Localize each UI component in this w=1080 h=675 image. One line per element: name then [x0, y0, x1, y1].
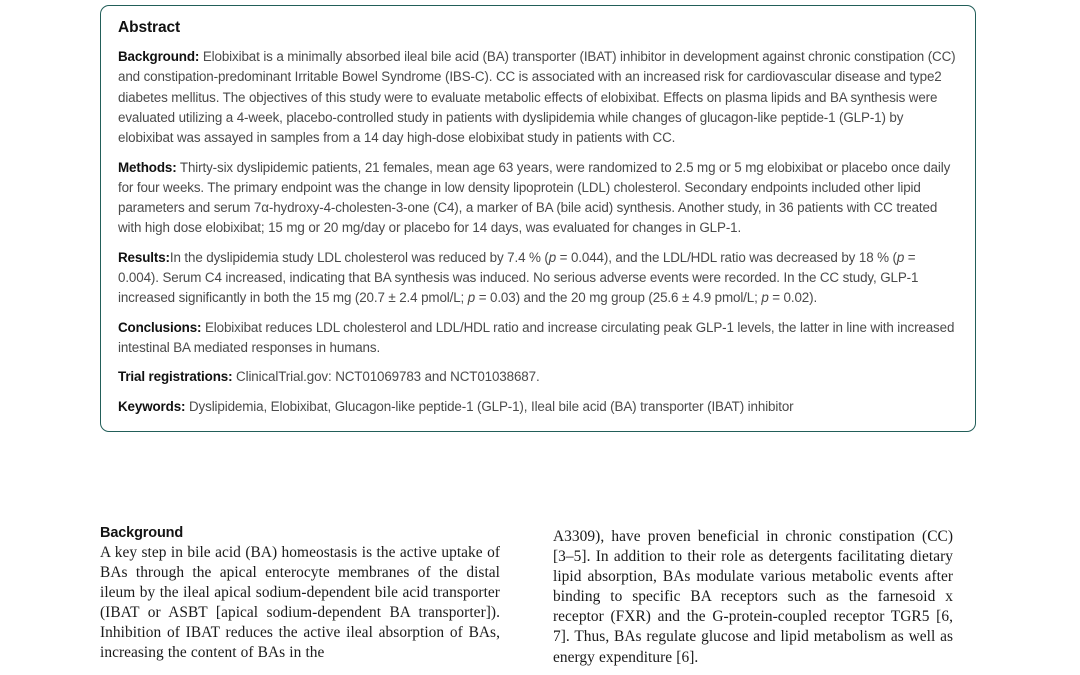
abstract-section-methods: [118, 158, 959, 239]
abstract-label-keywords: Keywords:: [118, 398, 186, 414]
abstract-box: [100, 5, 976, 432]
abstract-section-keywords: [118, 397, 959, 417]
body-paragraph-left: A key step in bile acid (BA) homeostasis is the active uptake of BAs through the apical enterocyte membranes of the distal ileum by the ileal apical sodium-dependent bile acid transporter (IBAT or ASBT [apical sodium-dependent BA transporter]). Inhibition of IBAT reduces the active ileal absorption of BAs, increasing the content of BAs in the: [100, 544, 500, 662]
abstract-section-background: [118, 47, 959, 148]
body-column-right: [553, 525, 953, 675]
abstract-label-background: Background:: [118, 49, 200, 65]
body-column-left: [100, 525, 500, 675]
abstract-text-keywords: Dyslipidemia, Elobixibat, Glucagon-like peptide-1 (GLP-1), Ileal bile acid (BA) transporter (IBAT) inhibitor: [185, 398, 794, 414]
abstract-text-background: Elobixibat is a minimally absorbed ileal bile acid (BA) transporter (IBAT) inhibitor in development against chronic constipation (CC) and constipation-predominant Irritable Bowel Syndrome (IBS-C). CC is associated with an increased risk for cardiovascular disease and type2 diabetes mellitus. The objectives of this study were to evaluate metabolic effects of elobixibat. Effects on plasma lipids and BA synthesis were evaluated utilizing a 4-week, placebo-controlled study in patients with dyslipidemia while changes of glucagon-like peptide-1 (GLP-1) by elobixibat was assayed in samples from a 14 day high-dose elobixibat study in patients with CC.: [118, 49, 956, 146]
body-paragraph-right: A3309), have proven beneficial in chronic constipation (CC) [3–5]. In addition to their role as detergents facilitating dietary lipid absorption, BAs modulate various metabolic events after binding to specific BA receptors such as the farnesoid x receptor (FXR) and the G-protein-coupled receptor TGR5 [6, 7]. Thus, BAs regulate glucose and lipid metabolism as well as energy expenditure [6].: [553, 528, 953, 666]
abstract-section-trial-registrations: [118, 367, 959, 387]
abstract-text-trial-registrations: ClinicalTrial.gov: NCT01069783 and NCT01038687.: [232, 369, 540, 385]
abstract-text-conclusions: Elobixibat reduces LDL cholesterol and LDL/HDL ratio and increase circulating peak GLP-1 levels, the latter in line with increased intestinal BA mediated responses in humans.: [118, 319, 955, 355]
abstract-label-trial-registrations: Trial registrations:: [118, 369, 233, 385]
abstract-section-results: [118, 248, 959, 309]
abstract-text-results: In the dyslipidemia study LDL cholesterol was reduced by 7.4 % (p = 0.044), and the LDL/HDL ratio was decreased by 18 % (p = 0.004). Serum C4 increased, indicating that BA synthesis was induced. No serious adverse events were recorded. In the CC study, GLP-1 increased significantly in both the 15 mg (20.7 ± 2.4 pmol/L; p = 0.03) and the 20 mg group (25.6 ± 4.9 pmol/L; p = 0.02).: [118, 249, 919, 306]
abstract-text-methods: Thirty-six dyslipidemic patients, 21 females, mean age 63 years, were randomized to 2.5 mg or 5 mg elobixibat or placebo once daily for four weeks. The primary endpoint was the change in low density lipoprotein (LDL) cholesterol. Secondary endpoints included other lipid parameters and serum 7α-hydroxy-4-cholesten-3-one (C4), a marker of BA (bile acid) synthesis. Another study, in 36 patients with CC treated with high dose elobixibat; 15 mg or 20 mg/day or placebo for 14 days, was evaluated for changes in GLP-1.: [118, 159, 951, 236]
section-heading-background: Background: [100, 525, 184, 541]
body-columns: [100, 525, 986, 675]
abstract-heading: Abstract: [118, 19, 181, 36]
abstract-label-methods: Methods:: [118, 159, 177, 175]
abstract-label-conclusions: Conclusions:: [118, 319, 202, 335]
abstract-section-conclusions: [118, 318, 959, 359]
abstract-label-results: Results:: [118, 249, 170, 265]
